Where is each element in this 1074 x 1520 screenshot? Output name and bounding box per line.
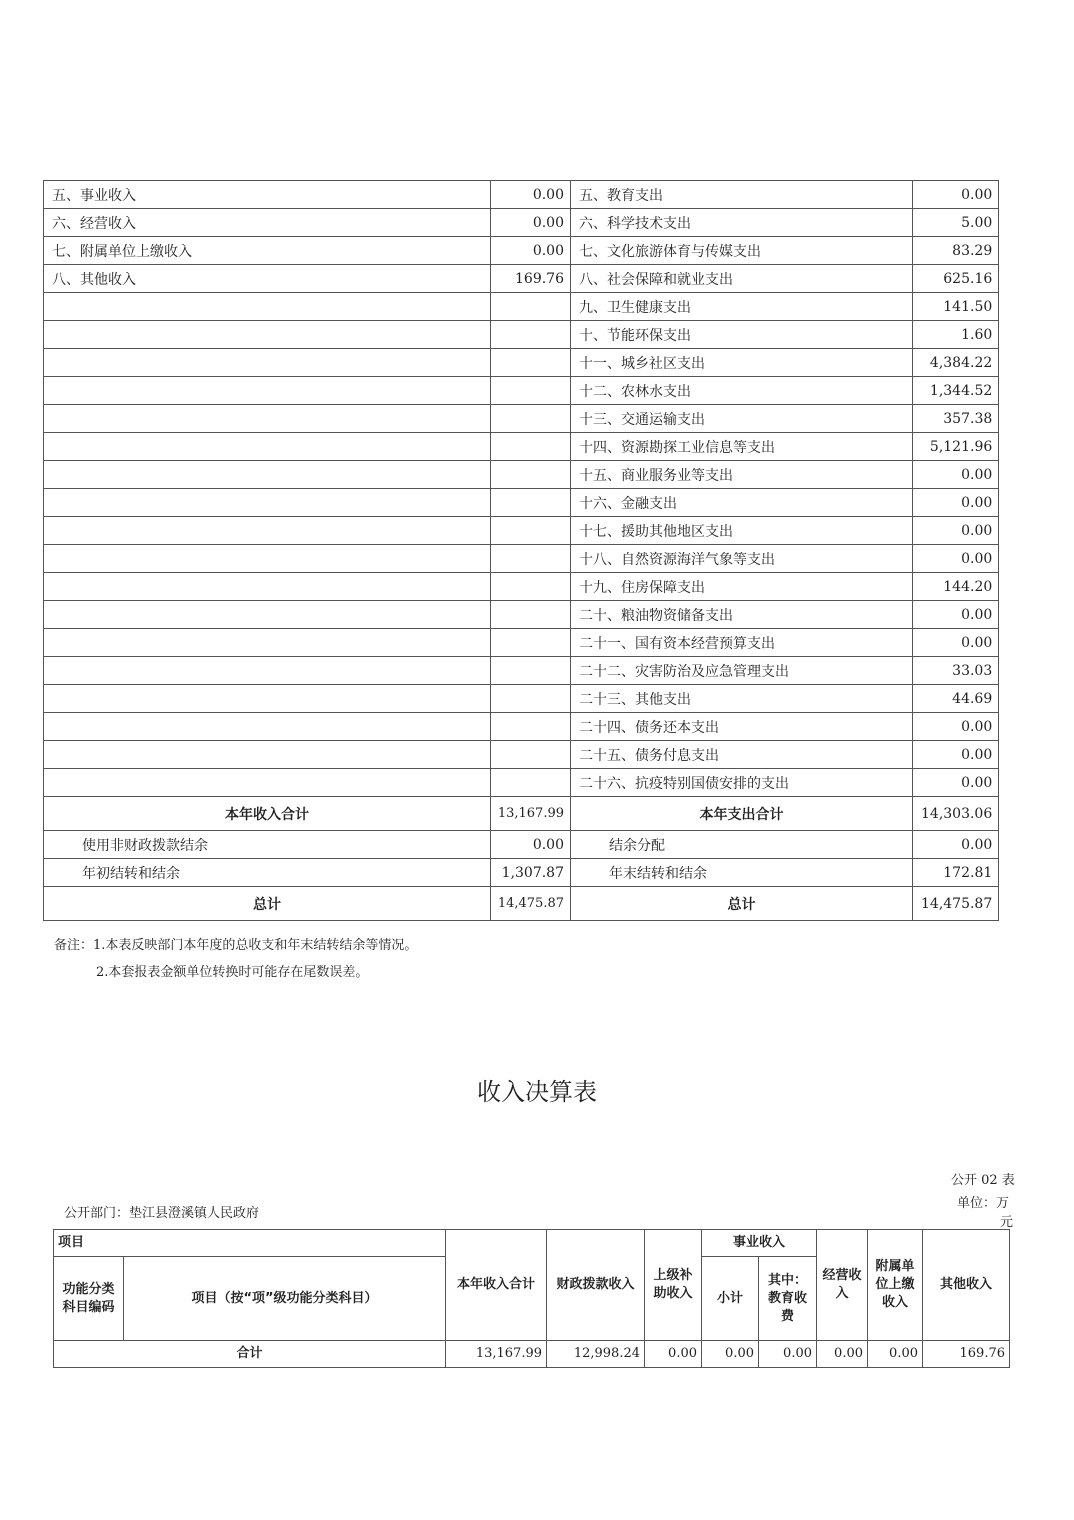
expense-label: 十六、金融支出: [571, 489, 913, 517]
income-label: 七、附属单位上缴收入: [44, 237, 491, 265]
note-line-1: 备注：1.本表反映部门本年度的总收支和年末结转结余等情况。: [54, 938, 418, 953]
income-label: [44, 517, 491, 545]
income-label: [44, 657, 491, 685]
table-row: [44, 713, 999, 741]
income-expense-summary-table: [43, 180, 999, 921]
expense-label: 五、教育支出: [571, 181, 913, 209]
header-project-name: 项目（按“项”级功能分类科目）: [124, 1257, 446, 1341]
expense-label: 二十五、债务付息支出: [571, 741, 913, 769]
header-row-1: [54, 1230, 1010, 1257]
expense-value: 625.16: [913, 265, 999, 293]
table-row: [44, 657, 999, 685]
income-value: [491, 741, 571, 769]
expense-value: 0.00: [913, 629, 999, 657]
expense-label: 二十二、灾害防治及应急管理支出: [571, 657, 913, 685]
header-func-code: 功能分类科目编码: [54, 1257, 124, 1341]
expense-label: 八、社会保障和就业支出: [571, 265, 913, 293]
table-row: [44, 517, 999, 545]
expense-label: 十八、自然资源海洋气象等支出: [571, 545, 913, 573]
income-label: [44, 349, 491, 377]
expense-value: 1.60: [913, 321, 999, 349]
income-value: [491, 601, 571, 629]
note-line-2: 2.本套报表金额单位转换时可能存在尾数误差。: [96, 965, 369, 980]
income-label: [44, 377, 491, 405]
total-affiliated: 0.00: [868, 1341, 923, 1368]
expense-label: 十五、商业服务业等支出: [571, 461, 913, 489]
income-value: [491, 657, 571, 685]
row-expense-value: 0.00: [913, 831, 999, 859]
page-title: 收入决算表: [477, 1078, 597, 1106]
header-annual-income: 本年收入合计: [446, 1230, 547, 1341]
table-row: [44, 321, 999, 349]
unit-label: 单位：万: [957, 1196, 1010, 1211]
table-row: [44, 489, 999, 517]
income-label: [44, 573, 491, 601]
income-value: [491, 377, 571, 405]
income-value: [491, 405, 571, 433]
annual-total-row: [44, 797, 999, 831]
expense-label: 十四、资源勘探工业信息等支出: [571, 433, 913, 461]
table-row: [44, 769, 999, 797]
table-row: [44, 741, 999, 769]
header-subtotal: 小计: [702, 1257, 759, 1341]
expense-value: 5,121.96: [913, 433, 999, 461]
expense-label: 九、卫生健康支出: [571, 293, 913, 321]
income-value: [491, 517, 571, 545]
income-label: [44, 461, 491, 489]
grand-expense-label: 总计: [571, 887, 913, 921]
expense-total-label: 本年支出合计: [571, 797, 913, 831]
grand-total-row: [44, 887, 999, 921]
expense-value: 83.29: [913, 237, 999, 265]
table-code: 公开 02 表: [951, 1173, 1015, 1188]
expense-value: 0.00: [913, 741, 999, 769]
income-value: 0.00: [491, 209, 571, 237]
total-row: [54, 1341, 1010, 1368]
income-value: [491, 321, 571, 349]
income-label: [44, 293, 491, 321]
expense-label: 二十、粮油物资储备支出: [571, 601, 913, 629]
expense-label: 二十六、抗疫特别国债安排的支出: [571, 769, 913, 797]
department-label: 公开部门：垫江县澄溪镇人民政府: [64, 1206, 260, 1221]
row-expense-label: 结余分配: [571, 831, 913, 859]
expense-value: 144.20: [913, 573, 999, 601]
expense-value: 0.00: [913, 713, 999, 741]
grand-income-label: 总计: [44, 887, 491, 921]
row-income-value: 0.00: [491, 831, 571, 859]
expense-value: 33.03: [913, 657, 999, 685]
expense-label: 十七、援助其他地区支出: [571, 517, 913, 545]
expense-value: 5.00: [913, 209, 999, 237]
header-edu-fee: 其中：教育收费: [759, 1257, 817, 1341]
income-value: 0.00: [491, 181, 571, 209]
income-label: [44, 713, 491, 741]
income-value: [491, 685, 571, 713]
total-edu-fee: 0.00: [759, 1341, 817, 1368]
income-label: [44, 769, 491, 797]
income-label: [44, 489, 491, 517]
summary-totals: [44, 797, 999, 921]
income-label: 六、经营收入: [44, 209, 491, 237]
table-row: [44, 209, 999, 237]
table-row: [44, 601, 999, 629]
header-business: 事业收入: [702, 1230, 817, 1257]
total-subtotal: 0.00: [702, 1341, 759, 1368]
income-label: [44, 321, 491, 349]
total-operating: 0.00: [817, 1341, 868, 1368]
table-row: [44, 405, 999, 433]
income-value: [491, 433, 571, 461]
income-value: [491, 713, 571, 741]
total-fiscal: 12,998.24: [547, 1341, 645, 1368]
table-row: [44, 433, 999, 461]
income-label: 八、其他收入: [44, 265, 491, 293]
table-row: [44, 629, 999, 657]
total-superior: 0.00: [645, 1341, 702, 1368]
income-label: [44, 433, 491, 461]
income-value: [491, 629, 571, 657]
table-row: [44, 573, 999, 601]
summary-table-body: [44, 181, 999, 797]
income-value: 169.76: [491, 265, 571, 293]
row-income-label: 年初结转和结余: [44, 859, 491, 887]
header-superior: 上级补助收入: [645, 1230, 702, 1341]
expense-value: 0.00: [913, 601, 999, 629]
total-annual-income: 13,167.99: [446, 1341, 547, 1368]
carryover-row: [44, 859, 999, 887]
expense-value: 44.69: [913, 685, 999, 713]
expense-label: 十二、农林水支出: [571, 377, 913, 405]
expense-value: 357.38: [913, 405, 999, 433]
header-project: 项目: [54, 1230, 446, 1257]
expense-label: 六、科学技术支出: [571, 209, 913, 237]
table-row: [44, 349, 999, 377]
expense-value: 0.00: [913, 181, 999, 209]
income-value: 0.00: [491, 237, 571, 265]
income-value: [491, 769, 571, 797]
income-label: [44, 405, 491, 433]
total-label: 合计: [54, 1341, 446, 1368]
table-row: [44, 461, 999, 489]
expense-label: 二十一、国有资本经营预算支出: [571, 629, 913, 657]
expense-total-value: 14,303.06: [913, 797, 999, 831]
income-value: [491, 461, 571, 489]
row-expense-value: 172.81: [913, 859, 999, 887]
row-expense-label: 年末结转和结余: [571, 859, 913, 887]
table-row: [44, 545, 999, 573]
income-statement-table: [53, 1229, 1010, 1368]
income-value: [491, 489, 571, 517]
income-value: [491, 545, 571, 573]
header-operating: 经营收入: [817, 1230, 868, 1341]
non-fiscal-balance-row: [44, 831, 999, 859]
income-value: [491, 293, 571, 321]
expense-label: 十一、城乡社区支出: [571, 349, 913, 377]
income-value: [491, 349, 571, 377]
income-label: [44, 629, 491, 657]
expense-label: 十、节能环保支出: [571, 321, 913, 349]
total-other: 169.76: [923, 1341, 1010, 1368]
table-row: [44, 293, 999, 321]
grand-income-value: 14,475.87: [491, 887, 571, 921]
income-total-value: 13,167.99: [491, 797, 571, 831]
expense-value: 1,344.52: [913, 377, 999, 405]
header-other: 其他收入: [923, 1230, 1010, 1341]
expense-label: 二十四、债务还本支出: [571, 713, 913, 741]
income-total-label: 本年收入合计: [44, 797, 491, 831]
expense-label: 十九、住房保障支出: [571, 573, 913, 601]
expense-label: 七、文化旅游体育与传媒支出: [571, 237, 913, 265]
expense-value: 4,384.22: [913, 349, 999, 377]
expense-value: 0.00: [913, 461, 999, 489]
table-row: [44, 237, 999, 265]
expense-label: 二十三、其他支出: [571, 685, 913, 713]
table-row: [44, 685, 999, 713]
expense-value: 141.50: [913, 293, 999, 321]
expense-value: 0.00: [913, 517, 999, 545]
header-affiliated: 附属单位上缴收入: [868, 1230, 923, 1341]
unit-label-continued: 元: [1000, 1215, 1014, 1230]
table-row: [44, 377, 999, 405]
expense-value: 0.00: [913, 545, 999, 573]
income-label: [44, 545, 491, 573]
income-label: [44, 601, 491, 629]
income-label: 五、事业收入: [44, 181, 491, 209]
table-row: [44, 265, 999, 293]
expense-label: 十三、交通运输支出: [571, 405, 913, 433]
table-row: [44, 181, 999, 209]
row-income-value: 1,307.87: [491, 859, 571, 887]
expense-value: 0.00: [913, 489, 999, 517]
income-label: [44, 685, 491, 713]
row-income-label: 使用非财政拨款结余: [44, 831, 491, 859]
expense-value: 0.00: [913, 769, 999, 797]
grand-expense-value: 14,475.87: [913, 887, 999, 921]
header-fiscal: 财政拨款收入: [547, 1230, 645, 1341]
income-value: [491, 573, 571, 601]
income-label: [44, 741, 491, 769]
